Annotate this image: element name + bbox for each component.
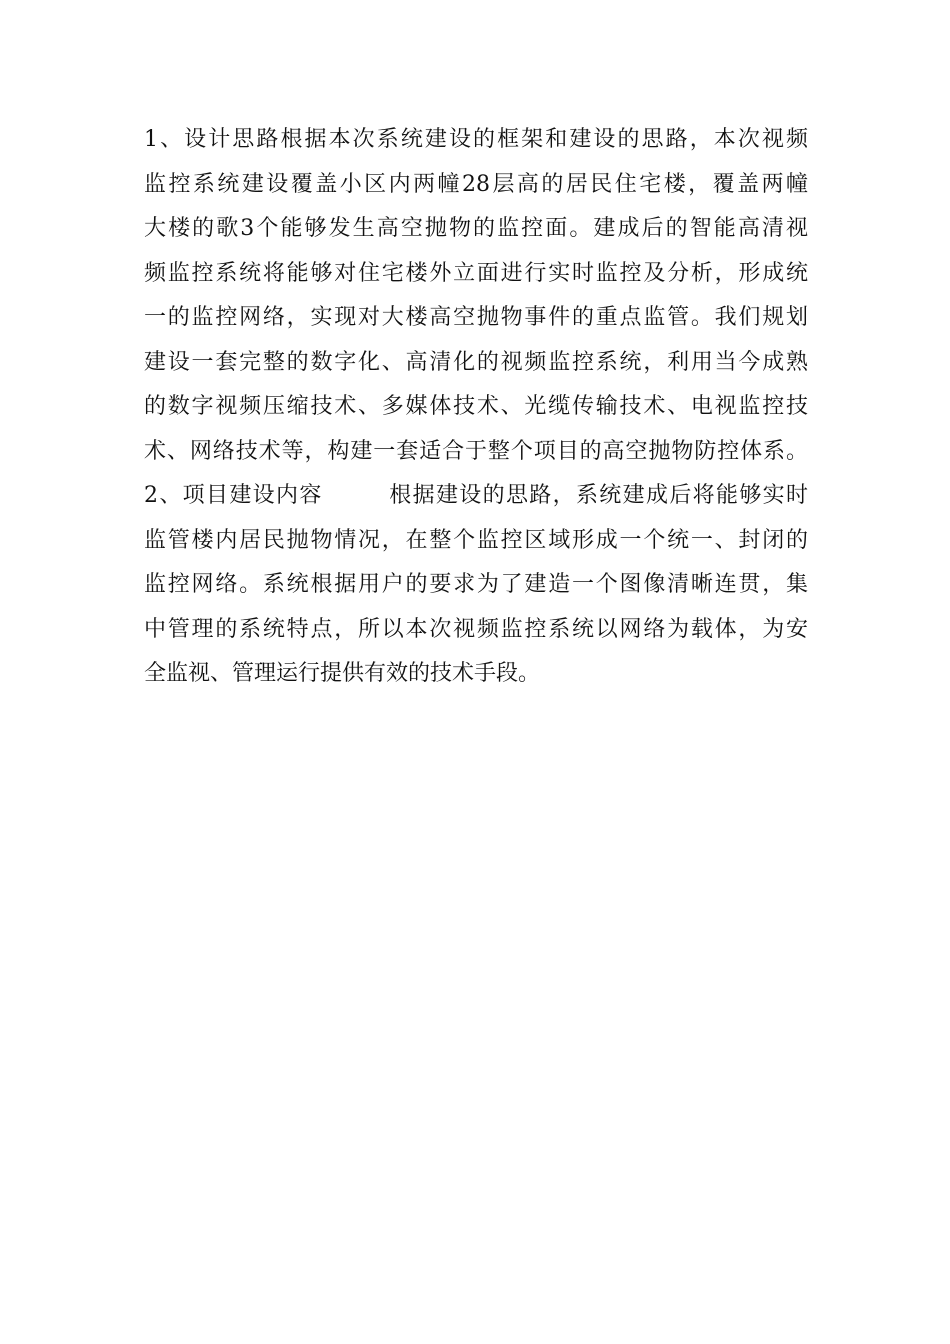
text-line: 中管理的系统特点，所以本次视频监控系统以网络为载体，为安 <box>144 616 808 642</box>
text-line: 的数字视频压缩技术、多媒体技术、光缆传输技术、电视监控技 <box>144 394 808 419</box>
text-line: 术、网络技术等，构建一套适合于整个项目的高空抛物防控体系。 <box>144 438 808 464</box>
body-text <box>144 118 808 697</box>
text-line: 监控网络。系统根据用户的要求为了建造一个图像清晰连贯，集 <box>144 572 808 597</box>
text-line: 一的监控网络，实现对大楼高空抛物事件的重点监管。我们规划 <box>144 305 808 330</box>
text-line: 监控系统建设覆盖小区内两幢28层高的居民住宅楼，覆盖两幢 <box>144 171 808 197</box>
text-line: 建设一套完整的数字化、高清化的视频监控系统，利用当今成熟 <box>144 349 808 375</box>
text-line: 2、项目建设内容 根据建设的思路，系统建成后将能够实时 <box>144 483 808 508</box>
text-line: 大楼的歌3个能够发生高空抛物的监控面。建成后的智能高清视 <box>144 216 808 241</box>
text-line: 全监视、管理运行提供有效的技术手段。 <box>144 661 541 686</box>
text-line: 1、设计思路根据本次系统建设的框架和建设的思路，本次视频 <box>144 127 808 152</box>
text-line: 频监控系统将能够对住宅楼外立面进行实时监控及分析，形成统 <box>144 260 808 286</box>
text-line: 监管楼内居民抛物情况，在整个监控区域形成一个统一、封闭的 <box>144 527 808 553</box>
